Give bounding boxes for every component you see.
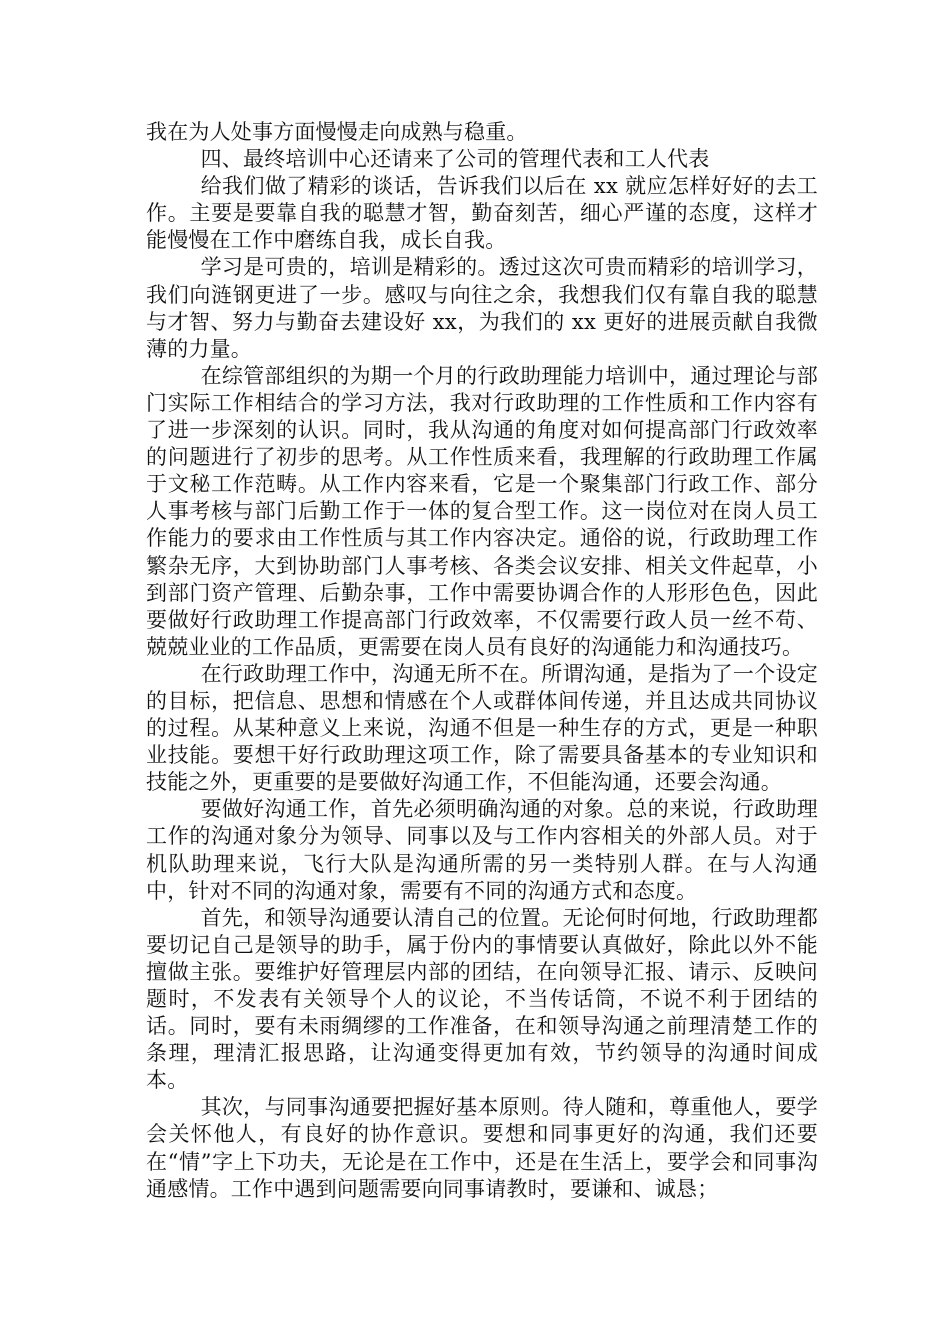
paragraph-4: 学习是可贵的，培训是精彩的。透过这次可贵而精彩的培训学习，我们向涟钢更进了一步。感叹与向往之余，我想我们仅有靠自我的聪慧与才智、努力与勤奋去建设好 xx，为我们的 xx 更好的进展贡献自我微薄的力量。 xyxy=(146,255,818,361)
paragraph-7: 要做好沟通工作，首先必须明确沟通的对象。总的来说，行政助理工作的沟通对象分为领导、同事以及与工作内容相关的外部人员。对于机队助理来说，飞行大队是沟通所需的另一类特别人群。在与人沟通中，针对不同的沟通对象，需要有不同的沟通方式和态度。 xyxy=(146,797,818,903)
document-body xyxy=(146,119,818,1203)
paragraph-3: 给我们做了精彩的谈话，告诉我们以后在 xx 就应怎样好好的去工作。主要是要靠自我的聪慧才智，勤奋刻苦，细心严谨的态度，这样才能慢慢在工作中磨练自我，成长自我。 xyxy=(146,174,818,253)
paragraph-9: 其次，与同事沟通要把握好基本原则。待人随和，尊重他人，要学会关怀他人，有良好的协作意识。要想和同事更好的沟通，我们还要在“情”字上下功夫，无论是在工作中，还是在生活上，要学会和同事沟通感情。工作中遇到问题需要向同事请教时，要谦和、诚恳； xyxy=(146,1095,818,1201)
paragraph-8: 首先，和领导沟通要认清自己的位置。无论何时何地，行政助理都要切记自己是领导的助手，属于份内的事情要认真做好，除此以外不能擅做主张。要维护好管理层内部的团结，在向领导汇报、请示、反映问题时，不发表有关领导个人的议论，不当传话筒，不说不利于团结的话。同时，要有未雨绸缪的工作准备，在和领导沟通之前理清楚工作的条理，理清汇报思路，让沟通变得更加有效，节约领导的沟通时间成本。 xyxy=(146,905,818,1093)
paragraph-1: 我在为人处事方面慢慢走向成熟与稳重。 xyxy=(146,120,528,144)
paragraph-5: 在综管部组织的为期一个月的行政助理能力培训中，通过理论与部门实际工作相结合的学习方法，我对行政助理的工作性质和工作内容有了进一步深刻的认识。同时，我从沟通的角度对如何提高部门行政效率的问题进行了初步的思考。从工作性质来看，我理解的行政助理工作属于文秘工作范畴。从工作内容来看，它是一个聚集部门行政工作、部分人事考核与部门后勤工作于一体的复合型工作。这一岗位对在岗人员工作能力的要求由工作性质与其工作内容决定。通俗的说，行政助理工作繁杂无序，大到协助部门人事考核、各类会议安排、相关文件起草，小到部门资产管理、后勤杂事，工作中需要协调合作的人形形色色，因此要做好行政助理工作提高部门行政效率，不仅需要行政人员一丝不苟、兢兢业业的工作品质，更需要在岗人员有良好的沟通能力和沟通技巧。 xyxy=(146,363,818,659)
paragraph-2: 四、最终培训中心还请来了公司的管理代表和工人代表 xyxy=(200,147,710,172)
paragraph-6: 在行政助理工作中，沟通无所不在。所谓沟通，是指为了一个设定的目标，把信息、思想和情感在个人或群体间传递，并且达成共同协议的过程。从某种意义上来说，沟通不但是一种生存的方式，更是一种职业技能。要想干好行政助理这项工作，除了需要具备基本的专业知识和技能之外，更重要的是要做好沟通工作，不但能沟通，还要会沟通。 xyxy=(146,661,818,795)
